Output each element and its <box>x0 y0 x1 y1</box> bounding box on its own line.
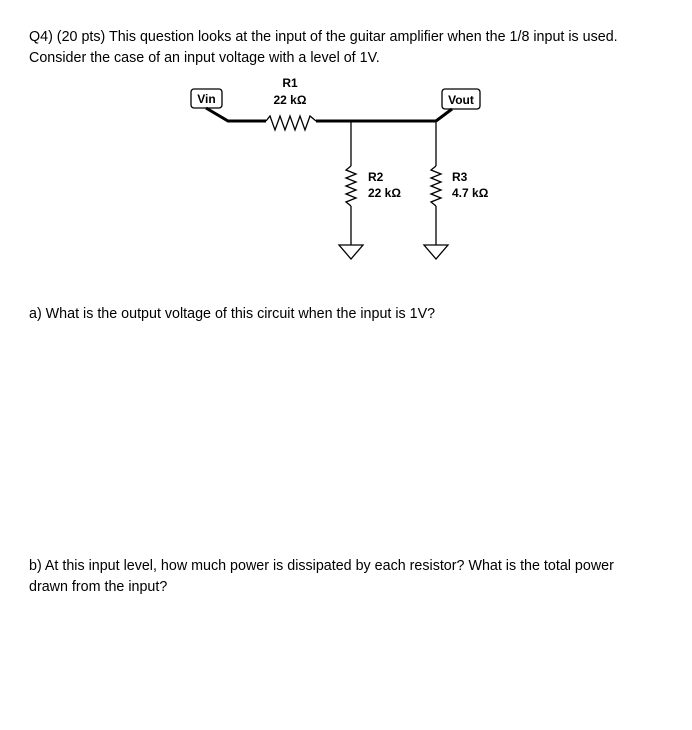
vin-label: Vin <box>197 92 216 106</box>
r1-name: R1 <box>282 76 298 90</box>
r3-ground-icon <box>424 245 448 259</box>
vout-terminal <box>442 89 480 109</box>
r2-value: 22 kΩ <box>368 186 401 200</box>
question-text-line-2: Consider the case of an input voltage with a level of 1V. <box>29 49 380 66</box>
part-b-question-line-1: b) At this input level, how much power is dissipated by each resistor? What is the total power <box>29 558 614 574</box>
r2-name: R2 <box>368 170 384 184</box>
wire-vin-to-r1 <box>206 108 266 121</box>
wire-vout-to-node <box>436 109 452 121</box>
part-a-question: a) What is the output voltage of this circuit when the input is 1V? <box>29 306 436 322</box>
question-text-line-1: Q4) (20 pts) This question looks at the input of the guitar amplifier when the 1/8 input is used. <box>29 29 618 45</box>
vout-label: Vout <box>448 93 474 107</box>
r2-resistor <box>346 166 356 206</box>
r2-ground-icon <box>339 245 363 259</box>
part-b-question-line-2: drawn from the input? <box>29 578 168 595</box>
r3-resistor <box>431 166 441 206</box>
r1-value: 22 kΩ <box>273 93 307 107</box>
r1-resistor <box>266 116 316 130</box>
vin-terminal <box>191 89 222 108</box>
r3-name: R3 <box>452 170 468 184</box>
r3-value: 4.7 kΩ <box>452 186 489 200</box>
